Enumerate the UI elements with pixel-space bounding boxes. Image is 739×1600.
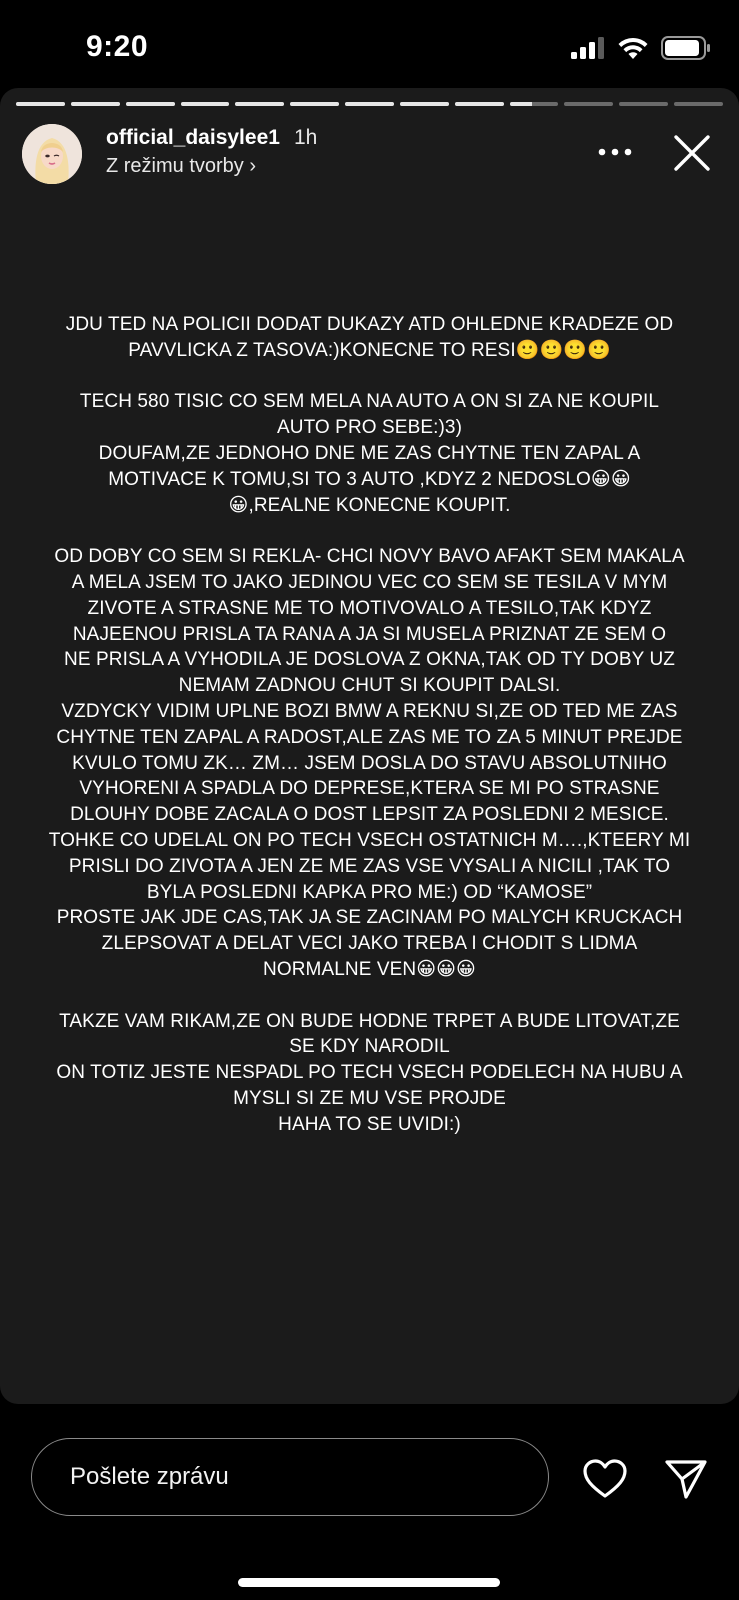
story-card[interactable] bbox=[0, 88, 739, 1404]
story-text-line: A MELA JSEM TO JAKO JEDINOU VEC CO SEM SE TESILA V MYM bbox=[71, 571, 668, 593]
status-icons bbox=[571, 36, 711, 60]
story-text-line: NE PRISLA A VYHODILA JE DOSLOVA Z OKNA,TAK OD TY DOBY UZ bbox=[64, 649, 675, 671]
story-header bbox=[22, 124, 717, 186]
story-text-line: DLOUHY DOBE ZACALA O DOST LEPSIT ZA POSLEDNI 2 MESICE. bbox=[70, 804, 669, 826]
progress-segment bbox=[674, 102, 723, 106]
story-text-line: JDU TED NA POLICII DODAT DUKAZY ATD OHLEDNE KRADEZE OD bbox=[65, 314, 674, 335]
story-text-line: 😀,REALNE KONECNE KOUPIT. bbox=[228, 494, 511, 516]
reply-input[interactable] bbox=[31, 1438, 549, 1516]
progress-segment bbox=[345, 102, 394, 106]
story-username-line[interactable] bbox=[106, 126, 317, 150]
story-text-line: PROSTE JAK JDE CAS,TAK JA SE ZACINAM PO MALYCH KRUCKACH bbox=[56, 907, 683, 929]
battery-icon bbox=[661, 36, 711, 60]
story-text-line: PRISLI DO ZIVOTA A JEN ZE ME ZAS VSE VYSALI A NICILI ,TAK TO bbox=[68, 855, 671, 877]
story-text-line: ON TOTIZ JESTE NESPADL PO TECH VSECH PODELECH NA HUBU A bbox=[56, 1062, 683, 1084]
progress-segment-fill bbox=[126, 102, 175, 106]
progress-segment-fill bbox=[290, 102, 339, 106]
story-text-line: TECH 580 TISIC CO SEM MELA NA AUTO A ON SI ZA NE KOUPIL bbox=[79, 391, 660, 413]
story-text-line: TOHKE CO UDELAL ON PO TECH VSECH OSTATNICH M….,KTEERY MI bbox=[48, 829, 691, 851]
reply-bar bbox=[0, 1404, 739, 1600]
story-text-line: CHYTNE TEN ZAPAL A RADOST,ALE ZAS ME TO ZA 5 MINUT PREJDE bbox=[56, 726, 683, 748]
send-button[interactable] bbox=[664, 1458, 708, 1500]
progress-segment bbox=[290, 102, 339, 106]
progress-segment-fill bbox=[71, 102, 120, 106]
progress-segment bbox=[455, 102, 504, 106]
more-options-icon bbox=[598, 148, 632, 156]
story-text-line: PAVVLICKA Z TASOVA:)KONECNE TO RESI🙂🙂🙂🙂 bbox=[128, 339, 611, 361]
like-button[interactable] bbox=[582, 1458, 628, 1500]
progress-segment-fill bbox=[510, 102, 532, 106]
story-text-line: NAJEENOU PRISLA TA RANA A JA SI MUSELA PRIZNAT ZE SEM O bbox=[72, 623, 667, 645]
story-text-line: TAKZE VAM RIKAM,ZE ON BUDE HODNE TRPET A BUDE LITOVAT,ZE bbox=[59, 1010, 680, 1032]
progress-segment bbox=[181, 102, 230, 106]
story-text-line: MOTIVACE K TOMU,SI TO 3 AUTO ,KDYZ 2 NEDOSLO😀😀 bbox=[108, 468, 631, 490]
progress-segment bbox=[235, 102, 284, 106]
progress-segment bbox=[619, 102, 668, 106]
story-username[interactable]: official_daisylee1 bbox=[106, 126, 280, 149]
story-subtitle[interactable]: Z režimu tvorby › bbox=[106, 155, 257, 177]
progress-segment-fill bbox=[400, 102, 449, 106]
home-indicator[interactable] bbox=[238, 1578, 500, 1587]
story-text-line: SE KDY NARODIL bbox=[289, 1036, 450, 1058]
more-options-button[interactable] bbox=[595, 132, 635, 172]
story-text-line: NORMALNE VEN😀😀😀 bbox=[263, 958, 476, 980]
progress-segment bbox=[564, 102, 613, 106]
progress-segment bbox=[16, 102, 65, 106]
progress-segment-fill bbox=[16, 102, 65, 106]
story-text-line: MYSLI SI ZE MU VSE PROJDE bbox=[233, 1087, 506, 1109]
story-text-line: KVULO TOMU ZK… ZM… JSEM DOSLA DO STAVU ABSOLUTNIHO bbox=[72, 752, 667, 774]
story-text-line: ZLEPSOVAT A DELAT VECI JAKO TREBA I CHODIT S LIDMA bbox=[101, 933, 638, 955]
avatar[interactable] bbox=[22, 124, 82, 184]
story-text-gap bbox=[40, 518, 699, 544]
story-text-line: DOUFAM,ZE JEDNOHO DNE ME ZAS CHYTNE TEN ZAPAL A bbox=[98, 442, 641, 464]
progress-segment bbox=[400, 102, 449, 106]
status-bar bbox=[0, 0, 739, 90]
wifi-icon bbox=[617, 36, 649, 60]
close-icon bbox=[673, 134, 711, 172]
story-text-line: AUTO PRO SEBE:)3) bbox=[276, 417, 463, 439]
story-text bbox=[40, 312, 699, 1138]
close-button[interactable] bbox=[667, 128, 717, 178]
story-text-line: VYHORENI A SPADLA DO DEPRESE,KTERA SE MI PO STRASNE bbox=[79, 778, 660, 800]
story-text-line: HAHA TO SE UVIDI:) bbox=[278, 1113, 461, 1135]
story-text-gap bbox=[40, 364, 699, 390]
progress-segment-fill bbox=[455, 102, 504, 106]
heart-icon bbox=[582, 1458, 628, 1500]
progress-segment bbox=[71, 102, 120, 106]
story-text-gap bbox=[40, 983, 699, 1009]
progress-segment-fill bbox=[181, 102, 230, 106]
progress-segment-fill bbox=[345, 102, 394, 106]
status-time: 9:20 bbox=[86, 30, 149, 63]
progress-segment-fill bbox=[235, 102, 284, 106]
reply-placeholder: Pošlete zprávu bbox=[70, 1463, 229, 1490]
story-text-line: NEMAM ZADNOU CHUT SI KOUPIT DALSI. bbox=[178, 675, 561, 697]
story-text-line: BYLA POSLEDNI KAPKA PRO ME:) OD “KAMOSE” bbox=[146, 881, 593, 903]
story-progress-bar bbox=[16, 102, 723, 106]
story-time-ago: 1h bbox=[293, 126, 318, 149]
story-text-line: ZIVOTE A STRASNE ME TO MOTIVOVALO A TESILO,TAK KDYZ bbox=[87, 597, 652, 619]
progress-segment bbox=[510, 102, 559, 106]
avatar-illustration bbox=[22, 124, 82, 184]
story-text-line: VZDYCKY VIDIM UPLNE BOZI BMW A REKNU SI,ZE OD TED ME ZAS bbox=[61, 700, 678, 722]
send-icon bbox=[664, 1458, 708, 1500]
story-text-line: OD DOBY CO SEM SI REKLA- CHCI NOVY BAVO AFAKT SEM MAKALA bbox=[54, 546, 685, 568]
progress-segment bbox=[126, 102, 175, 106]
cellular-signal-icon bbox=[571, 37, 605, 59]
